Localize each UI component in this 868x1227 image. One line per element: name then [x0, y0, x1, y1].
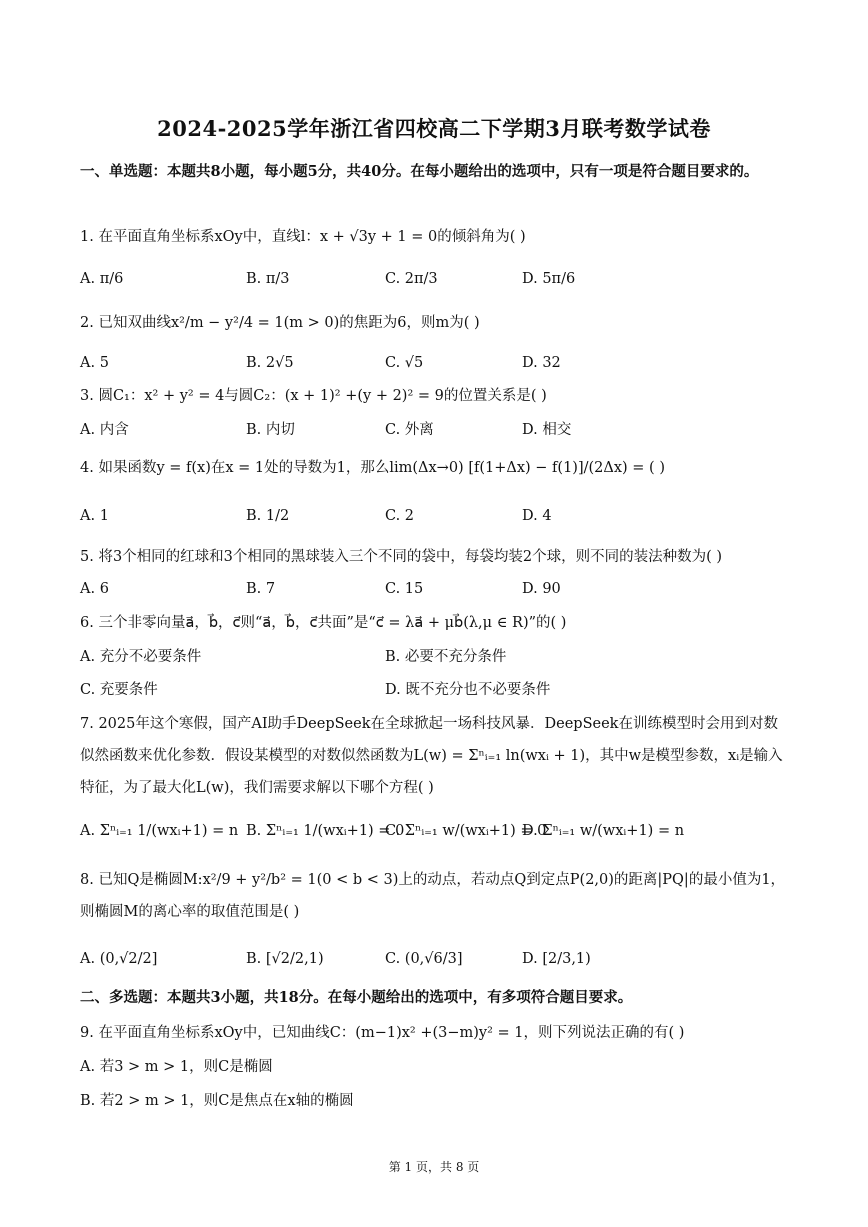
question-1-option-c[interactable]: C. 2π/3 — [385, 271, 438, 287]
question-6-option-d[interactable]: D. 既不充分也不必要条件 — [385, 682, 551, 698]
question-7-stem: 7. 2025年这个寒假，国产AI助手DeepSeek在全球掀起一场科技风暴．DeepSeek在训练模型时会用到对数似然函数来优化参数．假设某模型的对数似然函数为L(w) = Σⁿᵢ₌₁ ln(wxᵢ + 1)，其中w是模型参数，xᵢ是输入特征，为了最大化L(w)，我们需要求解以下哪个方程( ) — [80, 716, 783, 796]
question-9-option-b[interactable]: B. 若2 > m > 1，则C是焦点在x轴的椭圆 — [80, 1093, 354, 1109]
question-8-option-b[interactable]: B. [√2/2,1) — [246, 951, 324, 967]
question-2-option-d[interactable]: D. 32 — [522, 355, 561, 371]
question-3-option-a[interactable]: A. 内含 — [80, 422, 129, 438]
page-title: 2024-2025学年浙江省四校高二下学期3月联考数学试卷 — [157, 116, 711, 141]
section-multiple-choice-header: 二、多选题：本题共3小题，共18分。在每小题给出的选项中，有多项符合题目要求。 — [80, 989, 633, 1006]
question-9-stem: 9. 在平面直角坐标系xOy中，已知曲线C：(m−1)x² +(3−m)y² = 1，则下列说法正确的有( ) — [80, 1025, 685, 1041]
question-5-option-a[interactable]: A. 6 — [80, 581, 109, 597]
question-5-option-c[interactable]: C. 15 — [385, 581, 424, 597]
question-7-option-a[interactable]: A. Σⁿᵢ₌₁ 1/(wxᵢ+1) = n — [80, 823, 239, 839]
question-1-option-d[interactable]: D. 5π/6 — [522, 271, 576, 287]
question-6-stem: 6. 三个非零向量a⃗，b⃗，c⃗则“a⃗，b⃗，c⃗共面”是“c⃗ = λa⃗ + μb⃗(λ,μ ∈ R)”的( ) — [80, 615, 567, 631]
section-single-choice-header: 一、单选题：本题共8小题，每小题5分，共40分。在每小题给出的选项中，只有一项是符合题目要求的。 — [80, 163, 759, 180]
question-7-option-b[interactable]: B. Σⁿᵢ₌₁ 1/(wxᵢ+1) = 0 — [246, 823, 405, 839]
question-8-option-c[interactable]: C. (0,√6/3] — [385, 951, 463, 967]
question-1-stem: 1. 在平面直角坐标系xOy中，直线l：x + √3y + 1 = 0的倾斜角为( ) — [80, 229, 526, 245]
question-8-stem: 8. 已知Q是椭圆M:x²/9 + y²/b² = 1(0 < b < 3)上的动点，若动点Q到定点P(2,0)的距离|PQ|的最小值为1，则椭圆M的离心率的取值范围是( ) — [80, 872, 786, 920]
question-4-option-d[interactable]: D. 4 — [522, 508, 552, 524]
question-5-stem: 5. 将3个相同的红球和3个相同的黑球装入三个不同的袋中，每袋均装2个球，则不同的装法种数为( ) — [80, 549, 723, 565]
question-5-option-d[interactable]: D. 90 — [522, 581, 561, 597]
page-footer: 第 1 页，共 8 页 — [388, 1160, 480, 1174]
question-7-option-c[interactable]: C. Σⁿᵢ₌₁ w/(wxᵢ+1) = 0 — [385, 823, 547, 839]
question-1-option-a[interactable]: A. π/6 — [80, 271, 124, 287]
question-1-option-b[interactable]: B. π/3 — [246, 271, 290, 287]
question-2-option-c[interactable]: C. √5 — [385, 355, 424, 371]
question-3-option-d[interactable]: D. 相交 — [522, 422, 572, 438]
question-6-option-c[interactable]: C. 充要条件 — [80, 682, 158, 698]
question-3-option-b[interactable]: B. 内切 — [246, 422, 295, 438]
question-4-option-a[interactable]: A. 1 — [80, 508, 109, 524]
question-6-option-b[interactable]: B. 必要不充分条件 — [385, 649, 507, 665]
question-7-option-d[interactable]: D. Σⁿᵢ₌₁ w/(wxᵢ+1) = n — [522, 823, 685, 839]
question-8-option-d[interactable]: D. [2/3,1) — [522, 951, 591, 967]
question-2-stem: 2. 已知双曲线x²/m − y²/4 = 1(m > 0)的焦距为6，则m为( ) — [80, 315, 480, 331]
question-8-option-a[interactable]: A. (0,√2/2] — [80, 951, 158, 967]
question-5-option-b[interactable]: B. 7 — [246, 581, 276, 597]
question-4-option-b[interactable]: B. 1/2 — [246, 508, 290, 524]
question-2-option-a[interactable]: A. 5 — [80, 355, 109, 371]
question-3-stem: 3. 圆C₁：x² + y² = 4与圆C₂：(x + 1)² +(y + 2)² = 9的位置关系是( ) — [80, 388, 547, 404]
question-4-stem: 4. 如果函数y = f(x)在x = 1处的导数为1，那么lim(Δx→0) [f(1+Δx) − f(1)]/(2Δx) = ( ) — [80, 460, 665, 476]
question-3-option-c[interactable]: C. 外离 — [385, 422, 434, 438]
question-4-option-c[interactable]: C. 2 — [385, 508, 415, 524]
question-6-option-a[interactable]: A. 充分不必要条件 — [80, 649, 202, 665]
question-2-option-b[interactable]: B. 2√5 — [246, 355, 294, 371]
question-9-option-a[interactable]: A. 若3 > m > 1，则C是椭圆 — [80, 1059, 273, 1075]
